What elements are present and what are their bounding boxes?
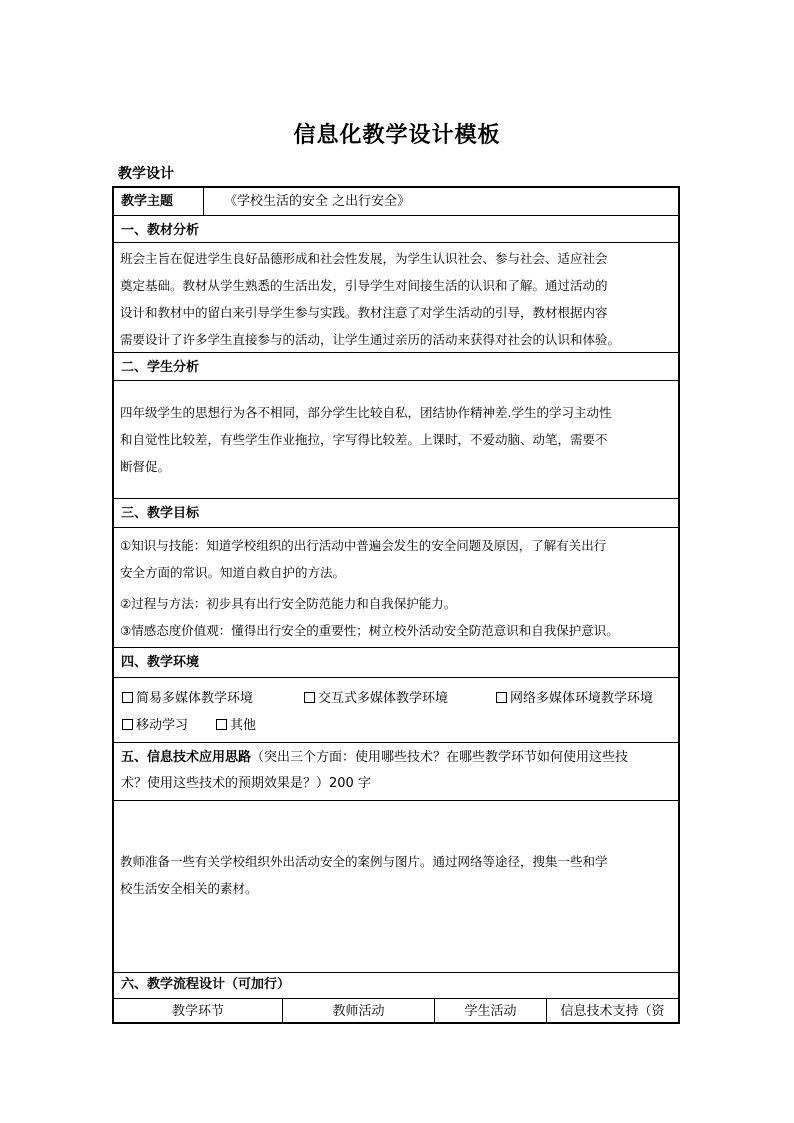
students-line: 四年级学生的思想行为各不相同，部分学生比较自私，团结协作精神差.学生的学习主动性: [120, 405, 612, 420]
goals-line: 安全方面的常识。知道自救自护的方法。: [120, 565, 346, 580]
design-table: [112, 186, 680, 1024]
tech-heading: [114, 743, 678, 801]
flow-col-student: 学生活动: [435, 999, 547, 1024]
env-heading: 四、教学环境: [114, 648, 678, 678]
checkbox-icon[interactable]: [122, 692, 133, 703]
tech-hint: 术？使用这些技术的预期效果是？）200 字: [121, 776, 371, 791]
topic-row: [114, 188, 678, 216]
students-line: 和自觉性比较差，有些学生作业拖拉，字写得比较差。上课时，不爱动脑、动笔，需要不: [120, 432, 608, 447]
material-line: 设计和教材中的留白来引导学生参与实践。教材注意了对学生活动的引导，教材根据内容: [120, 305, 608, 320]
students-heading: 二、学生分析: [114, 353, 678, 381]
tech-hint: （突出三个方面：使用哪些技术？在哪些教学环节如何使用这些: [251, 750, 616, 765]
tech-body: [114, 801, 678, 973]
students-body: [114, 381, 678, 499]
students-line: 断督促。: [120, 459, 171, 474]
goals-body: [114, 528, 678, 648]
topic-value: 《学校生活的安全 之出行安全》: [224, 194, 411, 209]
material-heading: 一、教材分析: [114, 216, 678, 243]
page-title: 信息化教学设计模板: [293, 123, 501, 148]
section-subtitle: 教学设计: [118, 166, 174, 182]
env-option-other[interactable]: 其他: [216, 712, 256, 739]
env-option-mobile[interactable]: 移动学习: [122, 712, 216, 739]
flow-col-tech: 信息技术支持（资: [560, 1004, 665, 1019]
flow-heading: 六、教学流程设计（可加行）: [114, 973, 678, 999]
goals-line: ①知识与技能：知道学校组织的出行活动中普遍会发生的安全问题及原因，了解有关出行: [120, 538, 607, 553]
env-option-simple[interactable]: 简易多媒体教学环境: [122, 685, 304, 712]
flow-col-stage: 教学环节: [114, 999, 283, 1024]
env-options: [114, 678, 678, 743]
material-line: 奠定基础。教材从学生熟悉的生活出发，引导学生对间接生活的认识和了解。通过活动的: [120, 278, 608, 293]
material-body: [114, 243, 678, 353]
flow-columns: [114, 999, 678, 1024]
tech-hint: 技: [615, 750, 629, 765]
goals-line: ③情感态度价值观：懂得出行安全的重要性；树立校外活动安全防范意识和自我保护意识。: [120, 623, 619, 638]
env-option-interactive[interactable]: 交互式多媒体教学环境: [304, 685, 496, 712]
topic-label: 教学主题: [114, 188, 204, 215]
checkbox-icon[interactable]: [496, 692, 507, 703]
flow-col-teacher: 教师活动: [283, 999, 435, 1024]
material-line: 班会主旨在促进学生良好品德形成和社会性发展，为学生认识社会、参与社会、适应社会: [120, 251, 608, 266]
goals-heading: 三、教学目标: [114, 499, 678, 528]
tech-line: 教师准备一些有关学校组织外出活动安全的案例与图片。通过网络等途径，搜集一些和学: [120, 854, 608, 869]
checkbox-icon[interactable]: [304, 692, 315, 703]
tech-line: 校生活安全相关的素材。: [120, 881, 258, 896]
env-option-network[interactable]: 网络多媒体环境教学环境: [496, 685, 653, 712]
tech-heading-title: 五、信息技术应用思路: [121, 750, 252, 765]
material-line: 需要设计了许多学生直接参与的活动，让学生通过亲历的活动来获得对社会的认识和体验。: [120, 332, 621, 347]
checkbox-icon[interactable]: [216, 719, 227, 730]
goals-line: ②过程与方法：初步具有出行安全防范能力和自我保护能力。: [120, 596, 457, 611]
checkbox-icon[interactable]: [122, 719, 133, 730]
